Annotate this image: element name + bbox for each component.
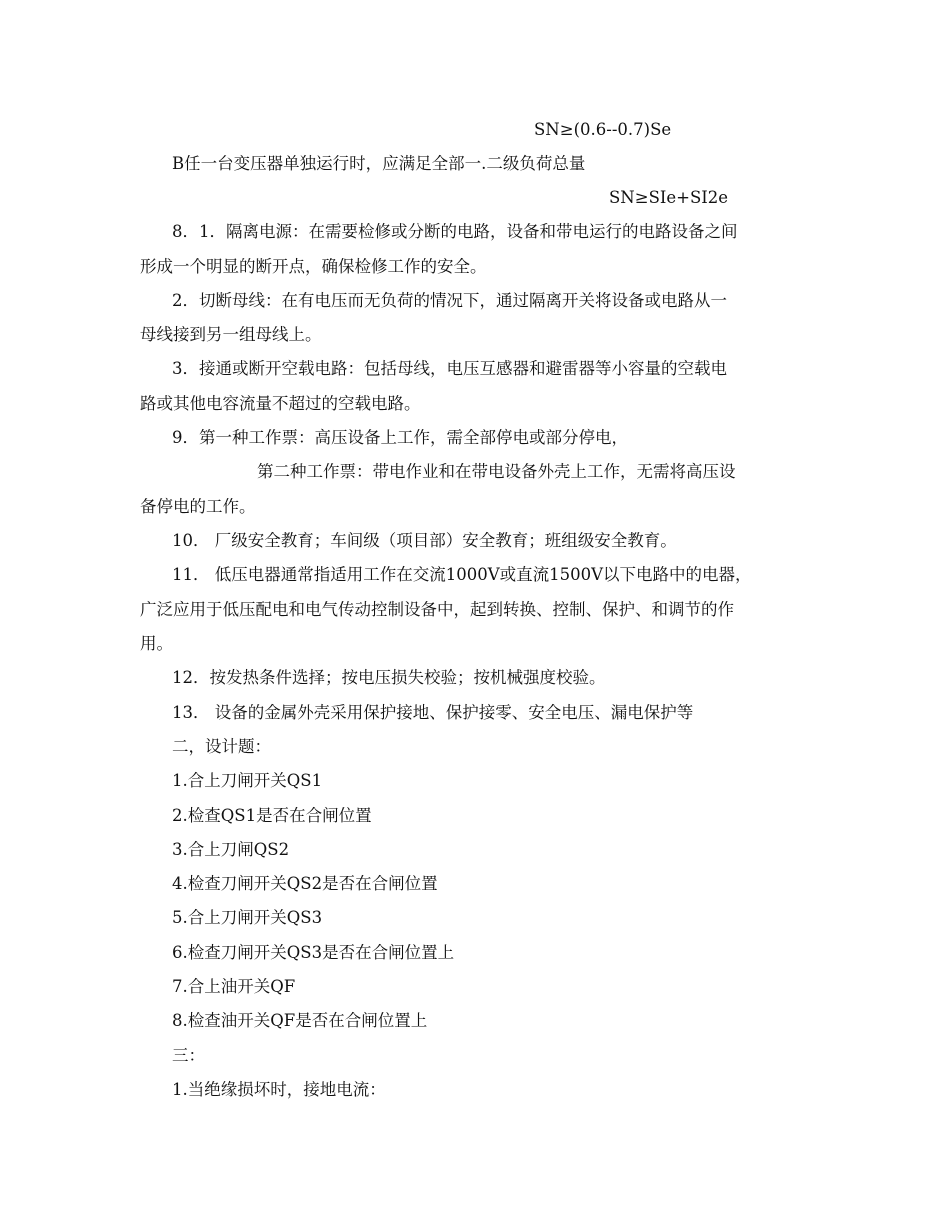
step-3: 3.合上刀闸QS2 — [172, 840, 290, 859]
step-8: 8.检查油开关QF是否在合闸位置上 — [172, 1011, 428, 1030]
item-12: 12．按发热条件选择；按电压损失校验；按机械强度校验。 — [172, 668, 606, 687]
step-1: 1.合上刀闸开关QS1 — [172, 771, 323, 790]
item-11-line-3: 用。 — [140, 634, 173, 653]
item-8-1-line-1: 8．1．隔离电源：在需要检修或分断的电路，设备和带电运行的电路设备之间 — [172, 222, 738, 241]
item-11-line-1: 11． 低压电器通常指适用工作在交流1000V或直流1500V以下电路中的电器， — [172, 565, 752, 584]
item-11-line-2: 广泛应用于低压配电和电气传动控制设备中，起到转换、控制、保护、和调节的作 — [140, 600, 734, 619]
step-6: 6.检查刀闸开关QS3是否在合闸位置上 — [172, 943, 455, 962]
item-8-2-line-2: 母线接到另一组母线上。 — [140, 325, 322, 344]
item-8-2-line-1: 2．切断母线：在有电压而无负荷的情况下，通过隔离开关将设备或电路从一 — [172, 291, 727, 310]
item-8-3-line-1: 3．接通或断开空载电路：包括母线，电压互感器和避雷器等小容量的空载电 — [172, 359, 727, 378]
paragraph-transformer-condition: B任一台变压器单独运行时，应满足全部一.二级负荷总量 — [172, 154, 586, 173]
section-two-heading: 二，设计题： — [172, 737, 271, 756]
item-10: 10． 厂级安全教育；车间级（项目部）安全教育；班组级安全教育。 — [172, 531, 677, 550]
step-5: 5.合上刀闸开关QS3 — [172, 908, 323, 927]
item-9-line-2: 第二种工作票：带电作业和在带电设备外壳上工作，无需将高压设 — [257, 462, 736, 481]
item-8-1-line-2: 形成一个明显的断开点，确保检修工作的安全。 — [140, 257, 487, 276]
item-13: 13． 设备的金属外壳采用保护接地、保护接零、安全电压、漏电保护等 — [172, 703, 694, 722]
formula-capacity-ratio: SN≥(0.6--0.7)Se — [534, 120, 672, 139]
section-three-item-1: 1.当绝缘损坏时，接地电流： — [172, 1080, 386, 1099]
section-three-heading: 三： — [172, 1046, 205, 1065]
step-2: 2.检查QS1是否在合闸位置 — [172, 806, 372, 825]
item-9-line-3: 备停电的工作。 — [140, 497, 256, 516]
step-4: 4.检查刀闸开关QS2是否在合闸位置 — [172, 874, 438, 893]
item-8-3-line-2: 路或其他电容流量不超过的空载电路。 — [140, 394, 421, 413]
step-7: 7.合上油开关QF — [172, 977, 296, 996]
formula-capacity-sum: SN≥SIe+SI2e — [609, 188, 729, 207]
item-9-line-1: 9．第一种工作票：高压设备上工作，需全部停电或部分停电， — [172, 428, 628, 447]
